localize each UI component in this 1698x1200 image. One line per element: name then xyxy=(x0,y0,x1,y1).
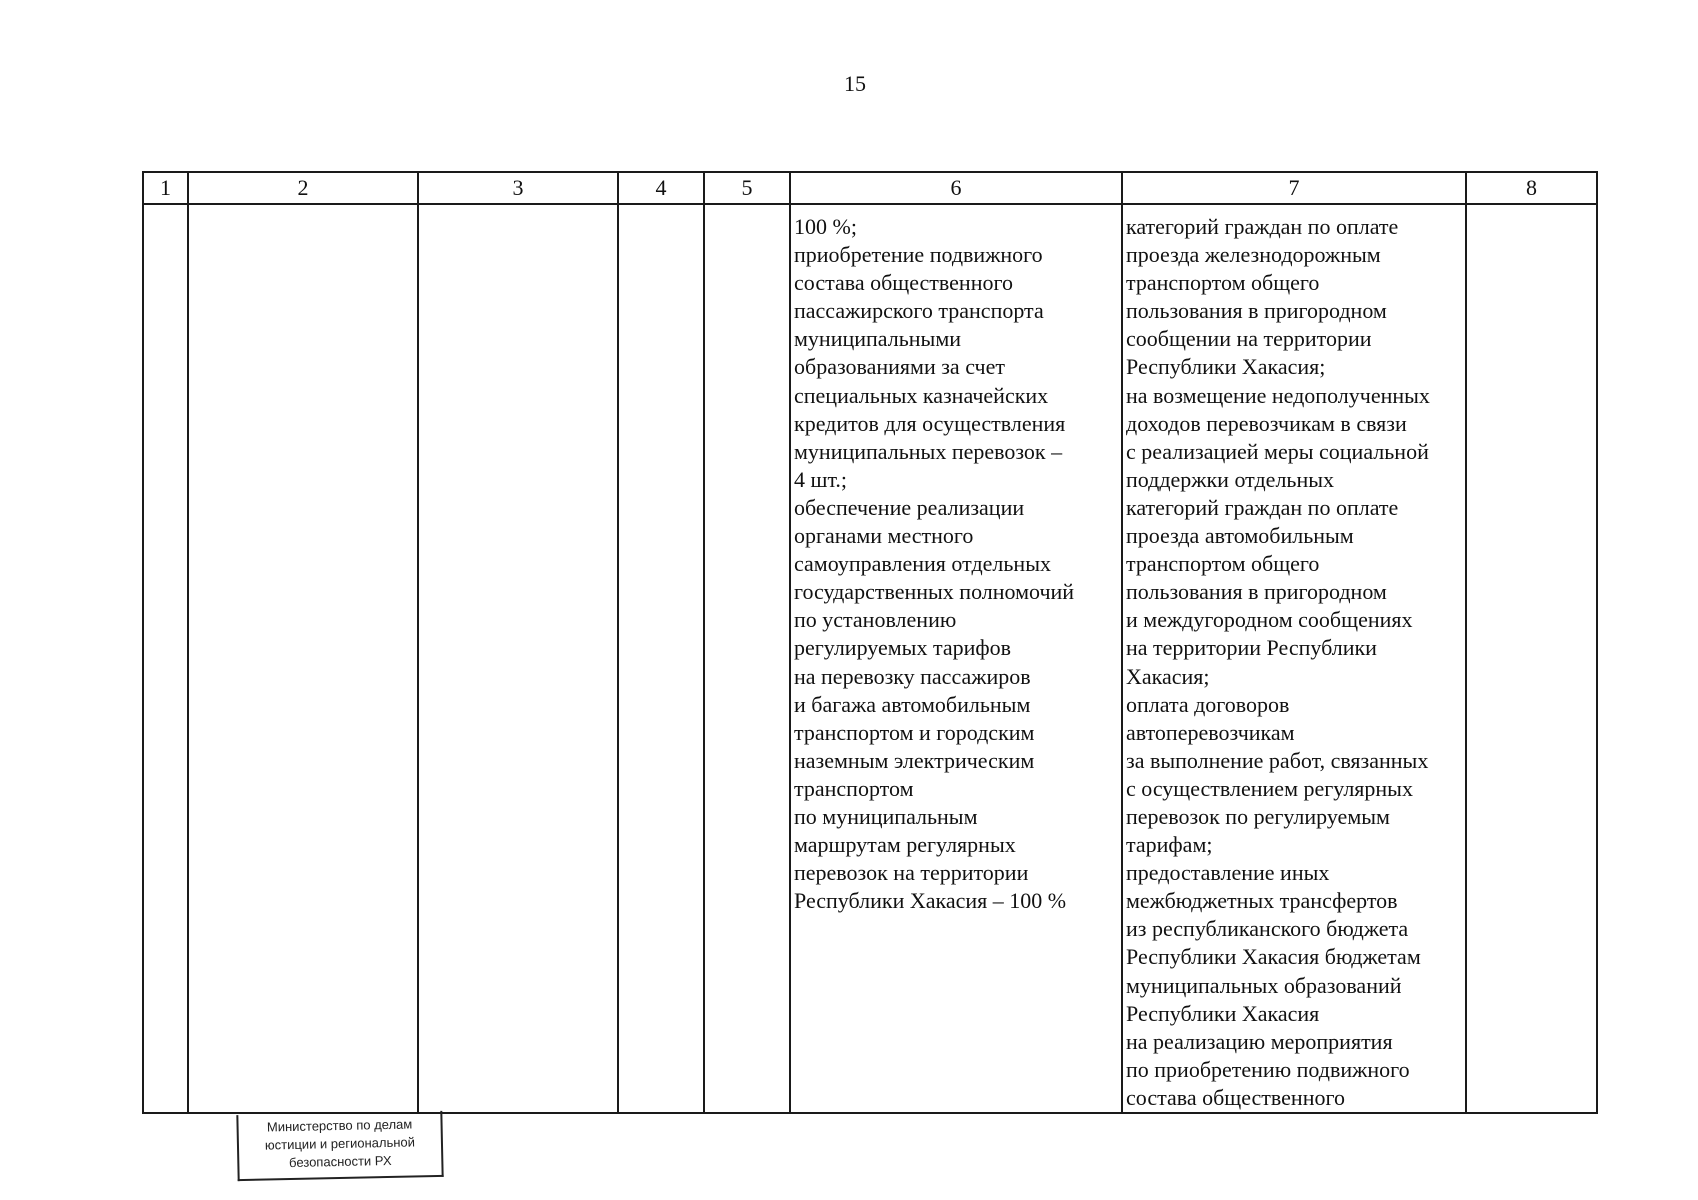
header-cell-4: 4 xyxy=(618,172,704,204)
column7-line: Республики Хакасия бюджетам xyxy=(1126,944,1421,970)
column7-line: оплата договоров xyxy=(1126,691,1290,717)
table-cell-col3 xyxy=(418,204,618,1113)
column7-line: транспортом общего xyxy=(1126,551,1320,577)
table-cell-col5 xyxy=(704,204,790,1113)
column6-line: приобретение подвижного xyxy=(794,242,1043,268)
column7-line: на территории Республики xyxy=(1126,635,1377,661)
table-row xyxy=(143,204,1597,1113)
column6-line: органами местного xyxy=(794,523,974,549)
column7-line: за выполнение работ, связанных xyxy=(1126,747,1429,773)
header-cell-1: 1 xyxy=(143,172,188,204)
column7-text xyxy=(1123,205,1465,1112)
column6-line: 4 шт.; xyxy=(794,466,848,492)
column6-line: 100 %; xyxy=(794,214,857,239)
column7-line: с реализацией меры социальной xyxy=(1126,438,1429,464)
column6-line: кредитов для осуществления xyxy=(794,410,1066,436)
header-cell-2: 2 xyxy=(188,172,418,204)
column6-line: Республики Хакасия – 100 % xyxy=(794,888,1067,914)
column6-line: регулируемых тарифов xyxy=(794,635,1012,661)
column7-line: автоперевозчикам xyxy=(1126,719,1295,745)
header-cell-6: 6 xyxy=(790,172,1122,204)
column6-line: и багажа автомобильным xyxy=(794,691,1031,717)
table-cell-col4 xyxy=(618,204,704,1113)
column7-line: проезда железнодорожным xyxy=(1126,242,1381,268)
column7-line: межбюджетных трансфертов xyxy=(1126,888,1398,914)
column7-line: на возмещение недополученных xyxy=(1126,382,1430,408)
column6-line: транспортом xyxy=(794,775,914,801)
column6-line: пассажирского транспорта xyxy=(794,298,1044,324)
column7-line: муниципальных образований xyxy=(1126,972,1402,998)
column6-line: муниципальных перевозок – xyxy=(794,438,1063,464)
column6-line: состава общественного xyxy=(794,270,1013,296)
column6-text xyxy=(791,205,1121,915)
table-header-row xyxy=(143,172,1597,204)
column7-line: пользования в пригородном xyxy=(1126,298,1387,324)
column6-line: самоуправления отдельных xyxy=(794,551,1051,577)
column7-line: из республиканского бюджета xyxy=(1126,916,1409,942)
header-cell-5: 5 xyxy=(704,172,790,204)
column7-line: пользования в пригородном xyxy=(1126,579,1387,605)
column6-line: образованиями за счет xyxy=(794,354,1005,380)
column6-line: государственных полномочий xyxy=(794,579,1075,605)
stamp-line: безопасности РХ xyxy=(288,1152,392,1171)
column7-line: проезда автомобильным xyxy=(1126,523,1354,549)
column7-line: Хакасия; xyxy=(1126,663,1210,689)
column7-line: тарифам; xyxy=(1126,832,1213,858)
table-cell-col6 xyxy=(790,204,1122,1113)
column6-line: перевозок на территории xyxy=(794,860,1029,886)
column7-line: по приобретению подвижного xyxy=(1126,1056,1410,1082)
column6-line: муниципальными xyxy=(794,326,962,352)
column7-line: перевозок по регулируемым xyxy=(1126,803,1390,829)
column6-line: транспортом и городским xyxy=(794,719,1035,745)
column7-line: предоставление иных xyxy=(1126,860,1330,886)
table-cell-col8 xyxy=(1466,204,1597,1113)
column6-line: на перевозку пассажиров xyxy=(794,663,1031,689)
column7-line: категорий граждан по оплате xyxy=(1126,494,1399,520)
ministry-stamp xyxy=(236,1111,443,1181)
column6-line: по муниципальным xyxy=(794,803,978,829)
table-cell-col1 xyxy=(143,204,188,1113)
column6-line: специальных казначейских xyxy=(794,382,1049,408)
table-cell-col7 xyxy=(1122,204,1466,1113)
table-cell-col2 xyxy=(188,204,418,1113)
column7-line: Республики Хакасия; xyxy=(1126,354,1326,380)
stamp-line: юстиции и региональной xyxy=(264,1134,416,1153)
page-number: 15 xyxy=(844,71,866,96)
header-cell-8: 8 xyxy=(1466,172,1597,204)
column7-line: состава общественного xyxy=(1126,1084,1345,1110)
column7-line: сообщении на территории xyxy=(1126,326,1372,352)
column7-line: Республики Хакасия xyxy=(1126,1000,1320,1026)
column6-line: наземным электрическим xyxy=(794,747,1035,773)
column6-line: обеспечение реализации xyxy=(794,494,1025,520)
document-table xyxy=(142,171,1598,1114)
document-table-container xyxy=(142,171,1598,1114)
column7-line: на реализацию мероприятия xyxy=(1126,1028,1393,1054)
stamp-line: Министерство по делам xyxy=(266,1116,413,1135)
column7-line: с осуществлением регулярных xyxy=(1126,775,1413,801)
header-cell-3: 3 xyxy=(418,172,618,204)
column7-line: поддержки отдельных xyxy=(1126,466,1335,492)
column7-line: категорий граждан по оплате xyxy=(1126,214,1399,239)
column6-line: маршрутам регулярных xyxy=(794,832,1016,858)
column7-line: и междугородном сообщениях xyxy=(1126,607,1413,633)
column6-line: по установлению xyxy=(794,607,957,633)
header-cell-7: 7 xyxy=(1122,172,1466,204)
column7-line: доходов перевозчикам в связи xyxy=(1126,410,1407,436)
column7-line: транспортом общего xyxy=(1126,270,1320,296)
